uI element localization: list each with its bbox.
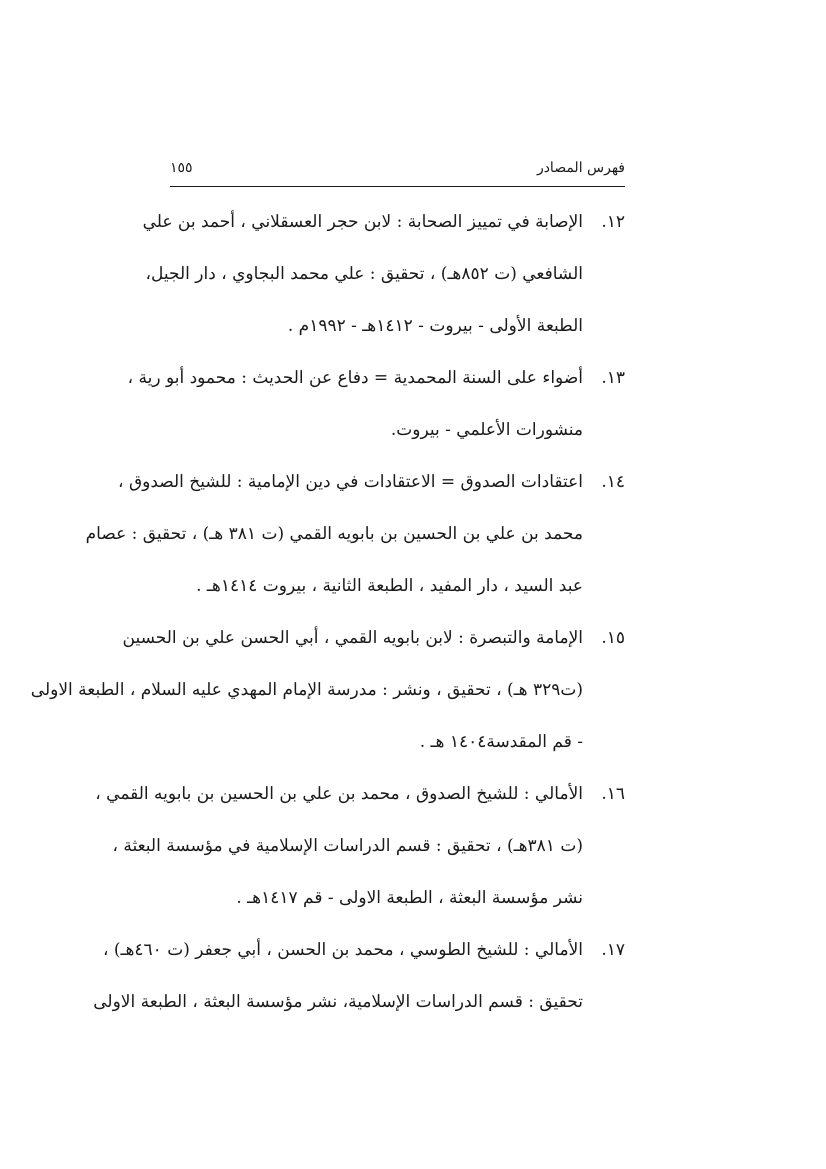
entry-line: الأمالي : للشيخ الصدوق ، محمد بن علي بن الحسين بن بابويه القمي ، — [95, 784, 583, 804]
entry-line: اعتقادات الصدوق = الاعتقادات في دين الإمامية : للشيخ الصدوق ، — [118, 472, 583, 492]
header-rule — [170, 186, 625, 187]
entry-number: ١٧. — [601, 940, 625, 960]
entry-line: الإمامة والتبصرة : لابن بابويه القمي ، أبي الحسن علي بن الحسين — [122, 628, 583, 648]
entry-line: الإصابة في تمييز الصحابة : لابن حجر العسقلاني ، أحمد بن علي — [142, 212, 583, 232]
bibliography-entry — [85, 456, 625, 612]
bibliography-entry — [93, 924, 625, 1028]
entry-line: محمد بن علي بن الحسين بن بابويه القمي (ت ٣٨١ هـ) ، تحقيق : عصام — [85, 524, 583, 544]
page-number: ١٥٥ — [170, 160, 193, 176]
entry-number: ١٣. — [601, 368, 625, 388]
entry-line: نشر مؤسسة البعثة ، الطبعة الاولى - قم ١٤١٧هـ . — [236, 888, 583, 908]
entry-line: الأمالي : للشيخ الطوسي ، محمد بن الحسن ، أبي جعفر (ت ٤٦٠هـ) ، — [102, 940, 583, 960]
entry-line: منشورات الأعلمي - بيروت. — [390, 420, 583, 440]
entry-number: ١٤. — [601, 472, 625, 492]
bibliography-entry — [30, 612, 625, 768]
bibliography-entry — [95, 768, 625, 924]
header-title: فهرس المصادر — [536, 160, 625, 176]
entry-line: - قم المقدسة١٤٠٤ هـ . — [419, 732, 583, 752]
entry-line: أضواء على السنة المحمدية = دفاع عن الحديث : محمود أبو رية ، — [127, 368, 583, 388]
bibliography-entry — [142, 196, 625, 352]
bibliography-list — [30, 196, 625, 1028]
entry-line: الشافعي (ت ٨٥٢هـ) ، تحقيق : علي محمد البجاوي ، دار الجيل، — [145, 264, 583, 284]
entry-line: الطبعة الأولى - بيروت - ١٤١٢هـ - ١٩٩٢م . — [287, 316, 583, 336]
entry-line: عبد السيد ، دار المفيد ، الطبعة الثانية ، بيروت ١٤١٤هـ . — [196, 576, 583, 596]
entry-line: (ت٣٢٩ هـ) ، تحقيق ، ونشر : مدرسة الإمام المهدي عليه السلام ، الطبعة الاولى — [30, 680, 583, 700]
bibliography-entry — [127, 352, 625, 456]
entry-number: ١٦. — [601, 784, 625, 804]
running-header — [170, 160, 625, 182]
entry-number: ١٢. — [601, 212, 625, 232]
entry-line: (ت ٣٨١هـ) ، تحقيق : قسم الدراسات الإسلامية في مؤسسة البعثة ، — [112, 836, 583, 856]
entry-line: تحقيق : قسم الدراسات الإسلامية، نشر مؤسسة البعثة ، الطبعة الاولى — [93, 992, 583, 1012]
entry-number: ١٥. — [601, 628, 625, 648]
